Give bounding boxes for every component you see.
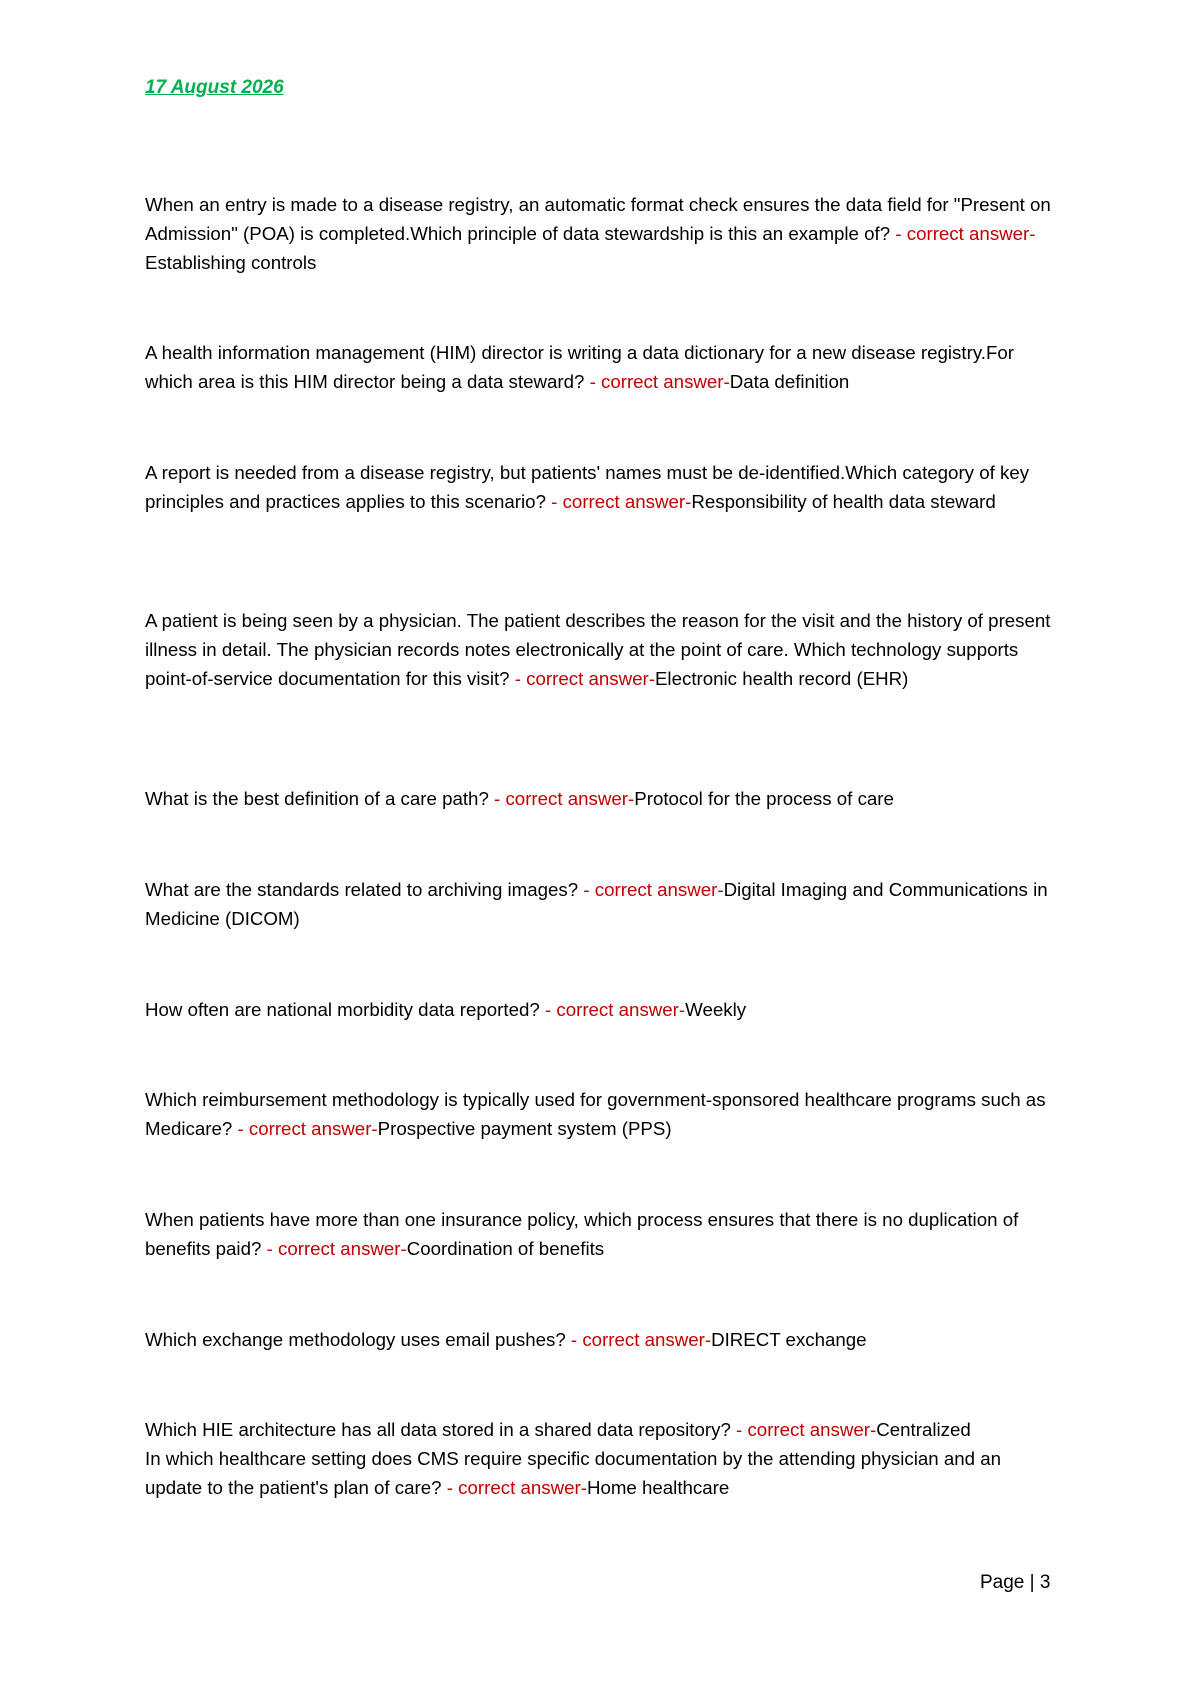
question-text: Which exchange methodology uses email pushes? bbox=[145, 1329, 566, 1350]
answer-marker: - correct answer- bbox=[232, 1118, 378, 1139]
answer-marker: - correct answer- bbox=[730, 1419, 877, 1440]
answer-marker: - correct answer- bbox=[890, 223, 1036, 244]
qa-item-6 bbox=[145, 875, 1055, 933]
answer-text: Home healthcare bbox=[586, 1477, 730, 1498]
answer-marker: - correct answer- bbox=[565, 1329, 712, 1350]
answer-text: Centralized bbox=[876, 1419, 971, 1440]
qa-item-5 bbox=[145, 784, 1055, 813]
question-text: What are the standards related to archiving images? bbox=[145, 879, 579, 900]
qa-item-11 bbox=[145, 1415, 1055, 1444]
qa-item-1 bbox=[145, 190, 1055, 277]
answer-text: Prospective payment system (PPS) bbox=[377, 1118, 672, 1139]
qa-group-final bbox=[145, 1415, 1055, 1502]
question-text: A health information management (HIM) director is writing a data dictionary for a new disease registry.For which area is this HIM director being a data steward? bbox=[145, 342, 1014, 392]
answer-text: Digital Imaging and Communications in Medicine (DICOM) bbox=[145, 879, 1048, 929]
answer-marker: - correct answer- bbox=[539, 999, 686, 1020]
answer-text: Weekly bbox=[685, 999, 747, 1020]
question-text: In which healthcare setting does CMS require specific documentation by the attending physician and an update to the patient's plan of care? bbox=[145, 1448, 1001, 1498]
answer-text: Responsibility of health data steward bbox=[691, 491, 996, 512]
qa-item-2 bbox=[145, 338, 1055, 396]
answer-text: Electronic health record (EHR) bbox=[654, 668, 909, 689]
qa-item-10 bbox=[145, 1325, 1055, 1354]
qa-item-4 bbox=[145, 606, 1055, 693]
page-number: Page | 3 bbox=[980, 1572, 1051, 1593]
answer-marker: - correct answer- bbox=[584, 371, 730, 392]
document-date: 17 August 2026 bbox=[145, 77, 284, 98]
answer-marker: - correct answer- bbox=[488, 788, 635, 809]
qa-item-12 bbox=[145, 1444, 1055, 1502]
qa-item-9 bbox=[145, 1205, 1055, 1263]
answer-text: Establishing controls bbox=[145, 252, 317, 273]
answer-marker: - correct answer- bbox=[545, 491, 692, 512]
answer-text: Protocol for the process of care bbox=[634, 788, 894, 809]
question-text: What is the best definition of a care path? bbox=[145, 788, 489, 809]
question-text: Which HIE architecture has all data stored in a shared data repository? bbox=[145, 1419, 731, 1440]
answer-marker: - correct answer- bbox=[261, 1238, 407, 1259]
answer-text: Data definition bbox=[729, 371, 850, 392]
answer-text: DIRECT exchange bbox=[711, 1329, 867, 1350]
question-text: A patient is being seen by a physician. The patient describes the reason for the visit and the history of present illness in detail. The physician records notes electronically at the point of care. Which technology supports point-of-service documentation for this visit? bbox=[145, 610, 1051, 689]
answer-marker: - correct answer- bbox=[509, 668, 655, 689]
question-text: Which reimbursement methodology is typically used for government-sponsored healthcare programs such as Medicare? bbox=[145, 1089, 1046, 1139]
qa-item-3 bbox=[145, 458, 1055, 516]
answer-marker: - correct answer- bbox=[578, 879, 724, 900]
qa-item-8 bbox=[145, 1085, 1055, 1143]
question-text: When patients have more than one insurance policy, which process ensures that there is no duplication of benefits paid? bbox=[145, 1209, 1019, 1259]
question-text: A report is needed from a disease registry, but patients' names must be de-identified.Which category of key principles and practices applies to this scenario? bbox=[145, 462, 1030, 512]
answer-marker: - correct answer- bbox=[441, 1477, 587, 1498]
question-text: When an entry is made to a disease registry, an automatic format check ensures the data field for "Present on Admission" (POA) is completed.Which principle of data stewardship is this an example of? bbox=[145, 194, 1051, 244]
question-text: How often are national morbidity data reported? bbox=[145, 999, 540, 1020]
answer-text: Coordination of benefits bbox=[406, 1238, 605, 1259]
qa-item-7 bbox=[145, 995, 1055, 1024]
